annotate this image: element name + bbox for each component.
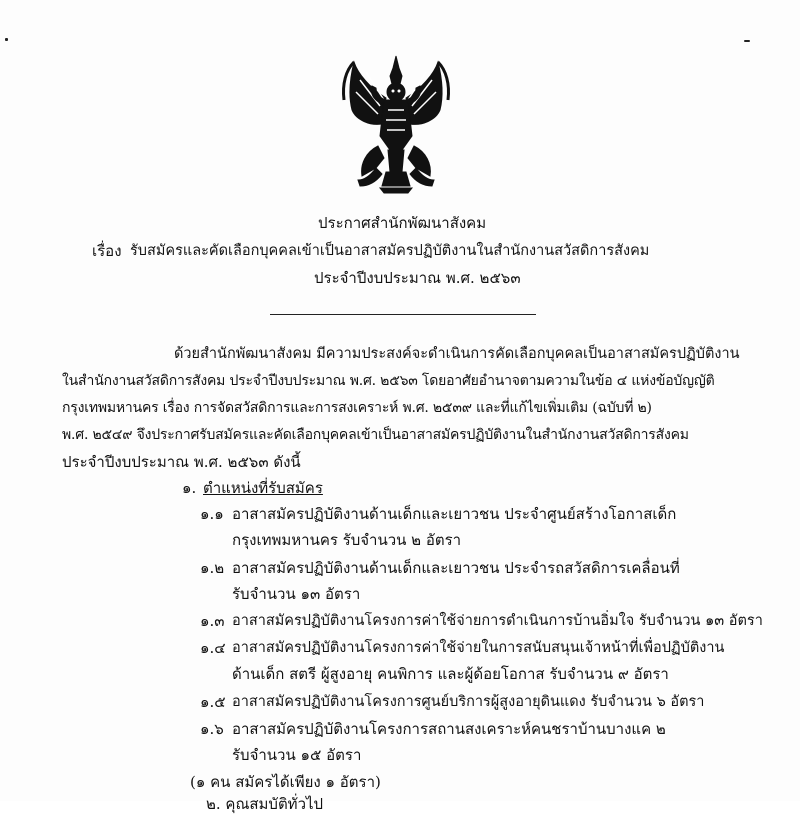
list-item-text: อาสาสมัครปฏิบัติงานโครงการสถานสงเคราะห์คนชราบ้านบางแค ๒ bbox=[232, 720, 666, 738]
list-item-text: อาสาสมัครปฏิบัติงานด้านเด็กและเยาวชน ประจำศูนย์สร้างโอกาสเด็ก bbox=[232, 505, 677, 523]
list-item-text: กรุงเทพมหานคร รับจำนวน ๒ อัตรา bbox=[232, 531, 462, 549]
scan-speck bbox=[5, 38, 8, 41]
section-heading: ตำแหน่งที่รับสมัคร bbox=[203, 479, 323, 497]
list-item-text: ด้านเด็ก สตรี ผู้สูงอายุ คนพิการ และผู้ด้อยโอกาส รับจำนวน ๙ อัตรา bbox=[232, 665, 669, 683]
subject-text-line2: ประจำปีงบประมาณ พ.ศ. ๒๕๖๓ bbox=[314, 269, 521, 287]
list-item-number: ๑.๓ bbox=[200, 612, 225, 630]
body-paragraph-line: พ.ศ. ๒๕๔๙ จึงประกาศรับสมัครและคัดเลือกบุคคลเข้าเป็นอาสาสมัครปฏิบัติงานในสำนักงานสวัสดิการสังคม bbox=[62, 427, 689, 443]
list-item-text: อาสาสมัครปฏิบัติงานโครงการศูนย์บริการผู้สูงอายุดินแดง รับจำนวน ๖ อัตรา bbox=[232, 694, 705, 710]
list-item-text: รับจำนวน ๑๓ อัตรา bbox=[232, 585, 361, 603]
subject-label: เรื่อง bbox=[92, 242, 122, 260]
body-paragraph-line: กรุงเทพมหานคร เรื่อง การจัดสวัสดิการและการสงเคราะห์ พ.ศ. ๒๕๓๙ และที่แก้ไขเพิ่มเติม (ฉบับที่ ๒) bbox=[62, 400, 652, 416]
body-paragraph-line: ด้วยสำนักพัฒนาสังคม มีความประสงค์จะดำเนินการคัดเลือกบุคคลเป็นอาสาสมัครปฏิบัติงาน bbox=[174, 346, 740, 362]
list-item-number: ๑.๔ bbox=[200, 639, 226, 657]
list-item-text: รับจำนวน ๑๕ อัตรา bbox=[232, 746, 362, 764]
list-item-number: ๑.๒ bbox=[200, 559, 225, 577]
section-number: ๑. bbox=[182, 479, 197, 497]
list-item-text: อาสาสมัครปฏิบัติงานโครงการค่าใช้จ่ายในการสนับสนุนเจ้าหน้าที่เพื่อปฏิบัติงาน bbox=[232, 640, 725, 656]
garuda-emblem-icon bbox=[336, 54, 456, 194]
body-paragraph-line: ประจำปีงบประมาณ พ.ศ. ๒๕๖๓ ดังนี้ bbox=[62, 453, 301, 471]
header-divider bbox=[270, 314, 536, 315]
cut-off-text: ๒. คุณสมบัติทั่วไป bbox=[206, 795, 324, 813]
list-item-text: อาสาสมัครปฏิบัติงานด้านเด็กและเยาวชน ประจำรถสวัสดิการเคลื่อนที่ bbox=[232, 559, 680, 577]
subject-text: รับสมัครและคัดเลือกบุคคลเข้าเป็นอาสาสมัครปฏิบัติงานในสำนักงานสวัสดิการสังคม bbox=[130, 243, 650, 259]
list-item-number: ๑.๑ bbox=[200, 505, 224, 523]
document-title: ประกาศสำนักพัฒนาสังคม bbox=[318, 214, 487, 232]
list-item-text: อาสาสมัครปฏิบัติงานโครงการค่าใช้จ่ายการดำเนินการบ้านอิ่มใจ รับจำนวน ๑๓ อัตรา bbox=[232, 613, 763, 629]
scan-speck bbox=[744, 40, 750, 42]
note-text: (๑ คน สมัครได้เพียง ๑ อัตรา) bbox=[190, 773, 381, 791]
list-item-number: ๑.๕ bbox=[200, 693, 226, 711]
list-item-number: ๑.๖ bbox=[200, 720, 224, 738]
body-paragraph-line: ในสำนักงานสวัสดิการสังคม ประจำปีงบประมาณ พ.ศ. ๒๕๖๓ โดยอาศัยอำนาจตามความในข้อ ๔ แห่งข้อบัญญัติ bbox=[62, 373, 715, 389]
